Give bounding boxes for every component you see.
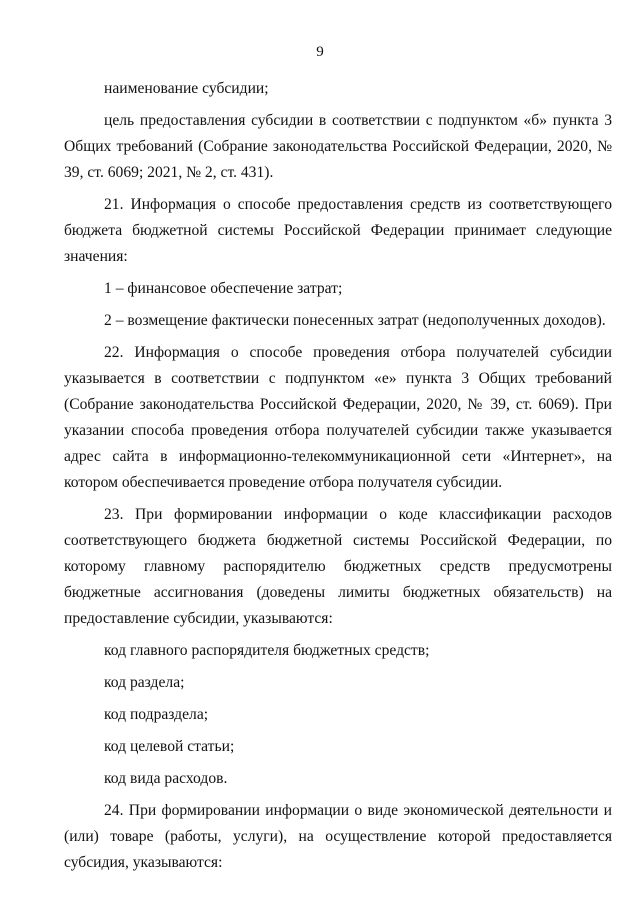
paragraph-24: 24. При формировании информации о виде экономической деятельности и (или) товаре (работы, услуги), на осуществление которой предоставляется субсидия, указываются: bbox=[64, 802, 612, 871]
list-item-code-section: код раздела; bbox=[104, 674, 185, 691]
list-item-code-chief-administrator: код главного распорядителя бюджетных средств; bbox=[104, 642, 430, 659]
paragraph-23: 23. При формировании информации о коде классификации расходов соответствующего бюджета бюджетной системы Российской Федерации, по которому главному распорядителю бюджетных средств предусмотрены бюджетные ассигнования (доведены лимиты бюджетных обязательств) на предоставление субсидии, указываются: bbox=[64, 506, 612, 627]
paragraph-subsidy-name: наименование субсидии; bbox=[104, 80, 269, 97]
document-body bbox=[64, 70, 612, 876]
paragraph-21: 21. Информация о способе предоставления средств из соответствующего бюджета бюджетной системы Российской Федерации принимает следующие значения: bbox=[64, 196, 612, 265]
list-item-financing: 1 – финансовое обеспечение затрат; bbox=[104, 280, 343, 297]
list-item-code-subsection: код подраздела; bbox=[104, 706, 209, 723]
list-item-code-target-article: код целевой статьи; bbox=[104, 738, 235, 755]
page-number: 9 bbox=[316, 44, 324, 60]
paragraph-subsidy-purpose: цель предоставления субсидии в соответствии с подпунктом «б» пункта 3 Общих требований (Собрание законодательства Российской Федерации, 2020, № 39, ст. 6069; 2021, № 2, ст. 431). bbox=[64, 112, 612, 181]
paragraph-22: 22. Информация о способе проведения отбора получателей субсидии указывается в соответствии с подпунктом «е» пункта 3 Общих требований (Собрание законодательства Российской Федерации, 2020, № 39, ст. 6069). При указании способа проведения отбора получателей субсидии также указывается адрес сайта в информационно-телекоммуникационной сети «Интернет», на котором обеспечивается проведение отбора получателя субсидии. bbox=[64, 344, 612, 491]
list-item-compensation: 2 – возмещение фактически понесенных затрат (недополученных доходов). bbox=[104, 312, 606, 329]
list-item-code-expense-type: код вида расходов. bbox=[104, 770, 228, 787]
